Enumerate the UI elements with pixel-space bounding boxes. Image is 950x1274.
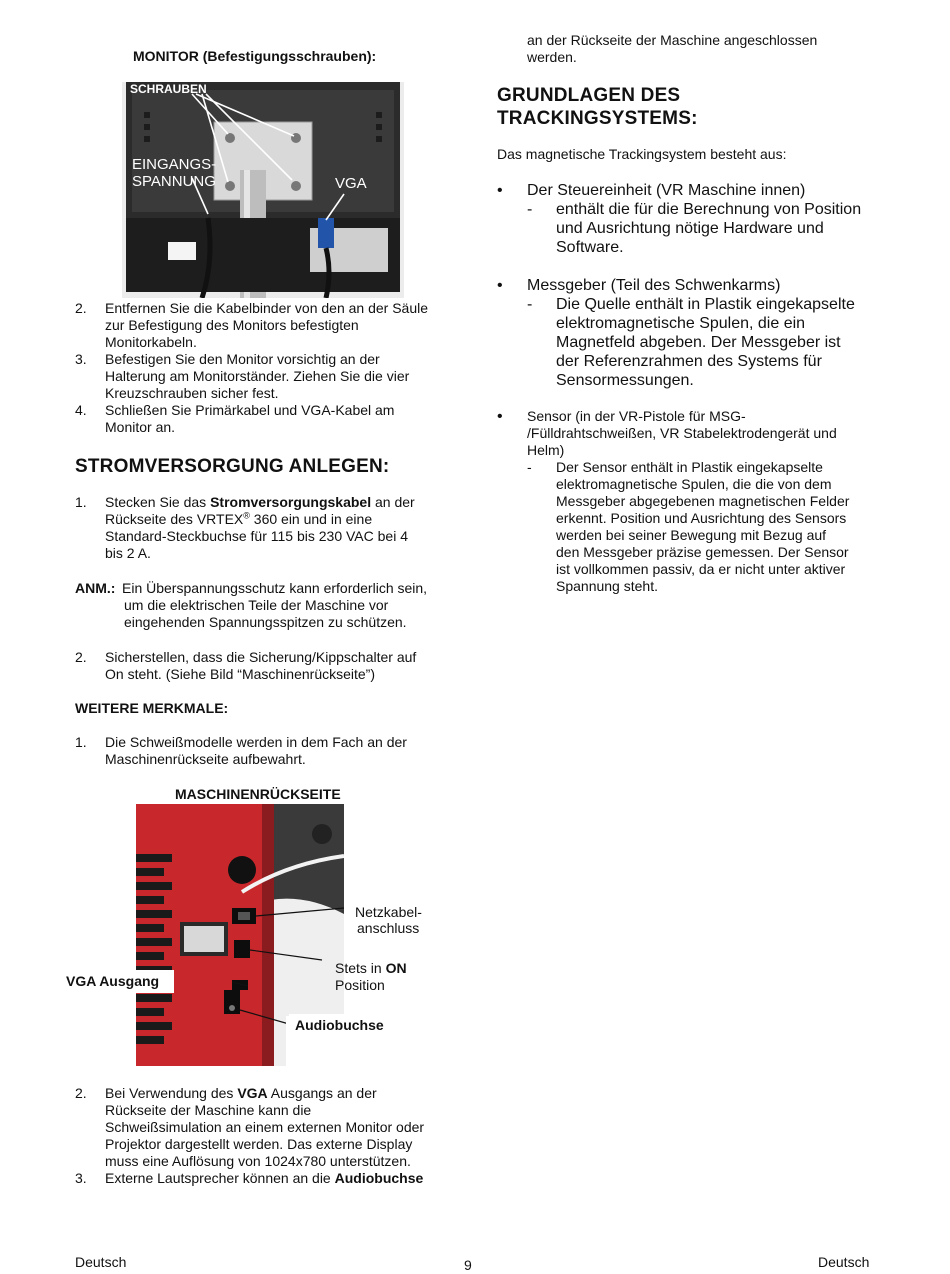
dash-icon: - — [527, 296, 533, 313]
power-socket-label-2: anschluss — [357, 920, 420, 936]
vga-output-label: VGA Ausgang — [62, 970, 174, 993]
dash-icon: - — [527, 459, 532, 475]
vga-label: VGA — [335, 175, 367, 192]
continuation-text: an der Rückseite der Maschine angeschlossen werden. — [527, 32, 818, 65]
features-heading: WEITERE MERKMALE: — [75, 700, 229, 716]
note-label: ANM.: — [75, 580, 116, 596]
input-voltage-label-2: SPANNUNG — [132, 173, 216, 190]
page-number: 9 — [464, 1257, 472, 1273]
on-switch-label-2: Position — [335, 977, 385, 993]
tracking-heading: GRUNDLAGEN DES TRACKINGSYSTEMS: — [497, 85, 698, 129]
rear-figure-title: MASCHINENRÜCKSEITE — [175, 786, 341, 802]
monitor-heading: MONITOR (Befestigungsschrauben): — [133, 48, 377, 64]
bullet-icon: • — [497, 182, 503, 199]
monitor-figure — [122, 82, 404, 298]
audio-jack-label: Audiobuchse — [289, 1014, 390, 1037]
power-heading: STROMVERSORGUNG ANLEGEN: — [75, 456, 390, 477]
tracking-intro: Das magnetische Trackingsystem besteht aus: — [497, 146, 787, 162]
footer-left: Deutsch — [75, 1254, 127, 1270]
dash-icon: - — [527, 201, 533, 218]
on-switch-label: Stets in ON — [335, 960, 407, 976]
footer-right: Deutsch — [818, 1254, 870, 1270]
bullet-icon: • — [497, 277, 503, 294]
screws-label: SCHRAUBEN — [130, 82, 207, 96]
power-socket-label-1: Netzkabel- — [355, 904, 422, 920]
bullet-icon: • — [497, 408, 503, 425]
input-voltage-label-1: EINGANGS- — [132, 156, 217, 173]
